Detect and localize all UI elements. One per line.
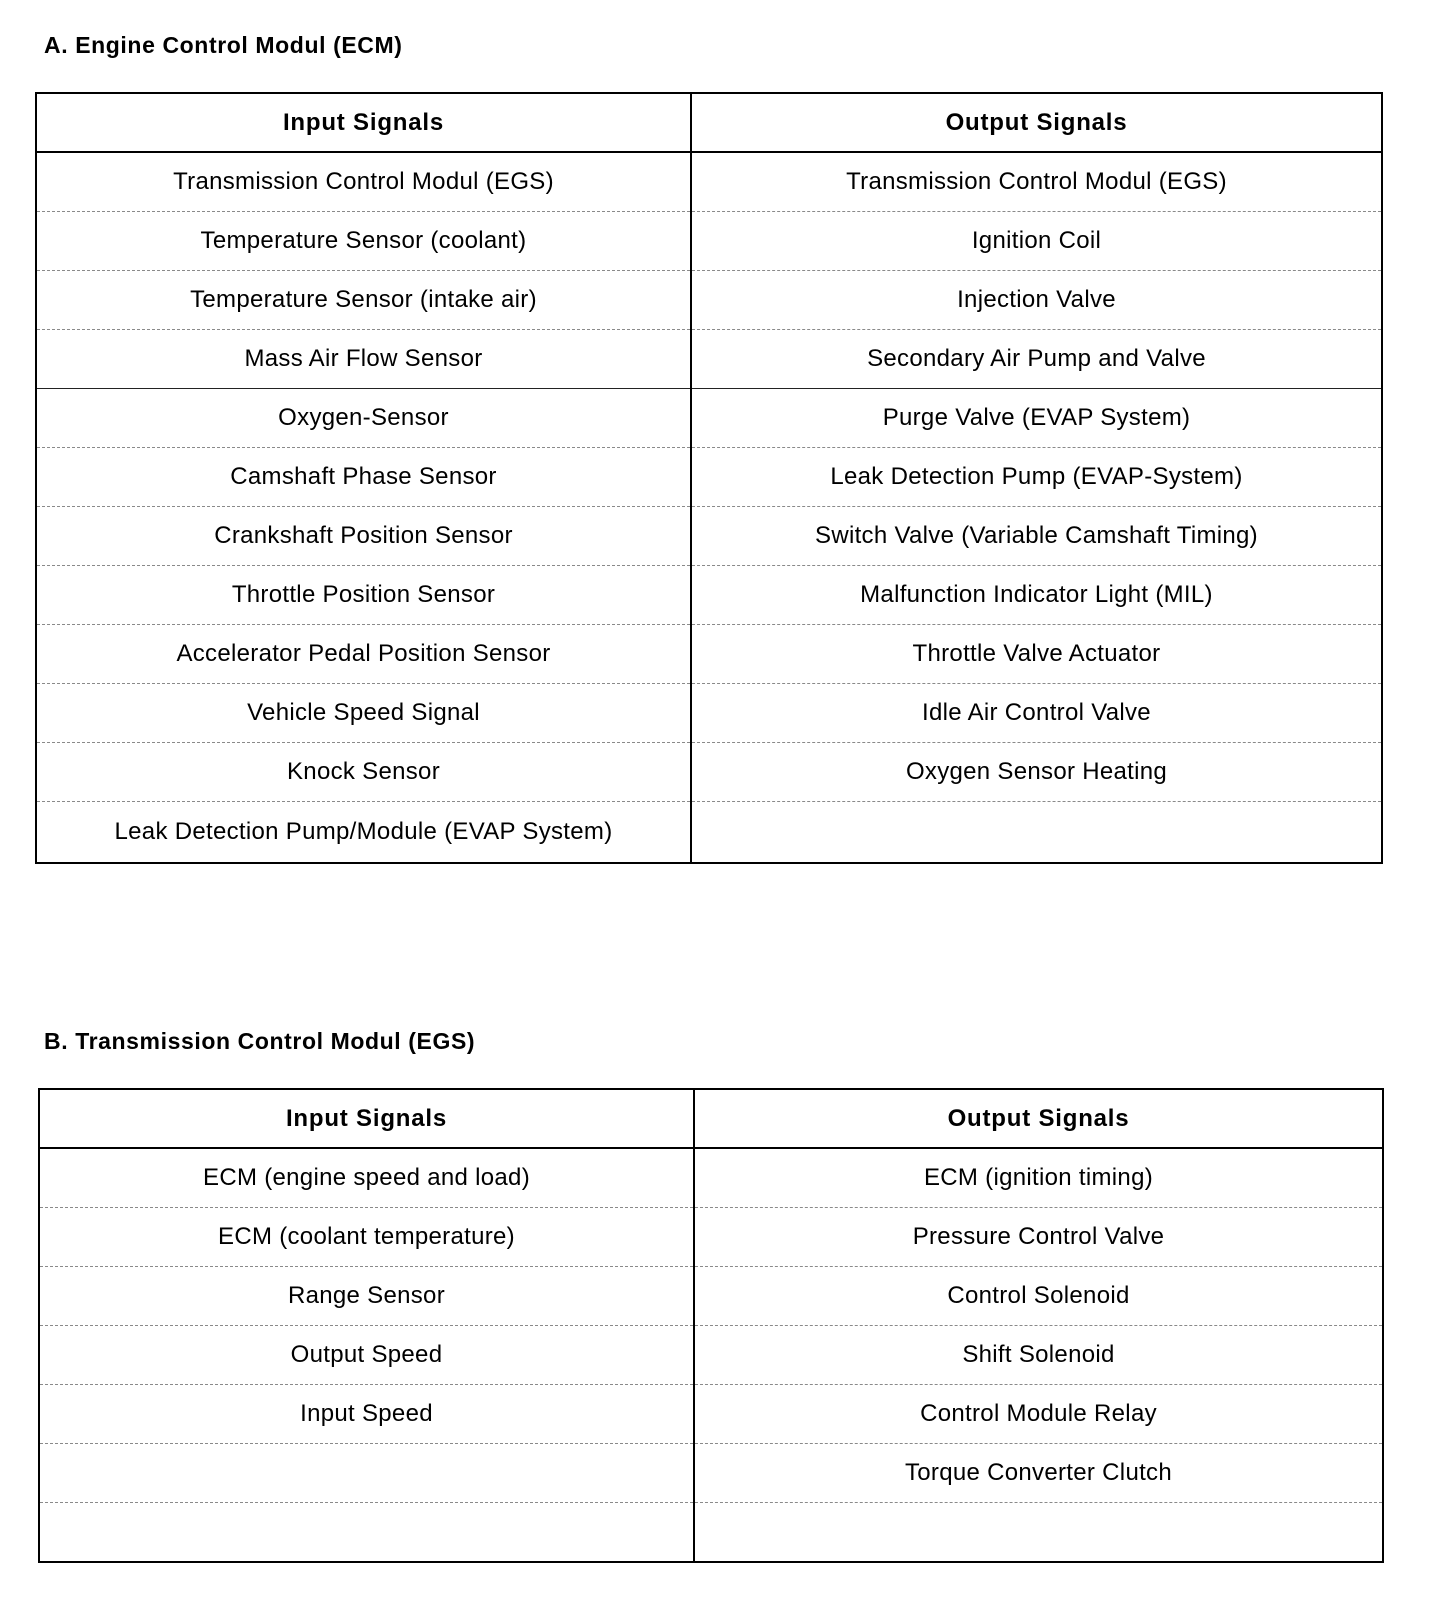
egs-input-item: ECM (engine speed and load) <box>40 1149 693 1208</box>
ecm-output-item: Malfunction Indicator Light (MIL) <box>692 566 1381 625</box>
ecm-output-column <box>692 94 1381 862</box>
ecm-input-item: Crankshaft Position Sensor <box>37 507 690 566</box>
egs-input-header: Input Signals <box>40 1090 693 1149</box>
ecm-output-item: Switch Valve (Variable Camshaft Timing) <box>692 507 1381 566</box>
ecm-input-item: Vehicle Speed Signal <box>37 684 690 743</box>
egs-output-list <box>695 1149 1382 1562</box>
ecm-output-item: Idle Air Control Valve <box>692 684 1381 743</box>
ecm-input-item: Temperature Sensor (coolant) <box>37 212 690 271</box>
ecm-output-item: Transmission Control Modul (EGS) <box>692 153 1381 212</box>
ecm-input-item: Accelerator Pedal Position Sensor <box>37 625 690 684</box>
egs-input-item: Range Sensor <box>40 1267 693 1326</box>
ecm-input-item: Camshaft Phase Sensor <box>37 448 690 507</box>
egs-input-item: Output Speed <box>40 1326 693 1385</box>
ecm-input-header: Input Signals <box>37 94 690 153</box>
ecm-input-item: Transmission Control Modul (EGS) <box>37 153 690 212</box>
egs-input-item <box>40 1503 693 1562</box>
ecm-input-item: Throttle Position Sensor <box>37 566 690 625</box>
egs-output-item <box>695 1503 1382 1562</box>
egs-output-item: Torque Converter Clutch <box>695 1444 1382 1503</box>
egs-output-header: Output Signals <box>695 1090 1382 1149</box>
ecm-output-list <box>692 153 1381 861</box>
ecm-input-item: Leak Detection Pump/Module (EVAP System) <box>114 817 613 845</box>
egs-input-item <box>40 1444 693 1503</box>
egs-output-item: Control Module Relay <box>695 1385 1382 1444</box>
egs-output-item: Pressure Control Valve <box>695 1208 1382 1267</box>
egs-output-column <box>695 1090 1382 1561</box>
ecm-output-item: Leak Detection Pump (EVAP-System) <box>692 448 1381 507</box>
ecm-input-list <box>37 153 690 861</box>
egs-output-item: Shift Solenoid <box>695 1326 1382 1385</box>
ecm-signals-table <box>35 92 1383 864</box>
egs-input-item: Input Speed <box>40 1385 693 1444</box>
egs-input-column <box>40 1090 695 1561</box>
egs-output-item: ECM (ignition timing) <box>695 1149 1382 1208</box>
ecm-output-header: Output Signals <box>692 94 1381 153</box>
egs-output-item: Control Solenoid <box>695 1267 1382 1326</box>
ecm-input-item: Temperature Sensor (intake air) <box>37 271 690 330</box>
ecm-input-item: Oxygen-Sensor <box>37 389 690 448</box>
ecm-output-item: Ignition Coil <box>692 212 1381 271</box>
ecm-output-item: Injection Valve <box>692 271 1381 330</box>
egs-input-item: ECM (coolant temperature) <box>40 1208 693 1267</box>
egs-input-list <box>40 1149 693 1562</box>
section-a-title: A. Engine Control Modul (ECM) <box>44 32 403 58</box>
section-b-title: B. Transmission Control Modul (EGS) <box>44 1028 476 1054</box>
egs-signals-table <box>38 1088 1384 1563</box>
ecm-output-item <box>692 802 1381 861</box>
ecm-output-item: Secondary Air Pump and Valve <box>692 330 1381 389</box>
ecm-output-item: Throttle Valve Actuator <box>692 625 1381 684</box>
ecm-input-item: Mass Air Flow Sensor <box>37 330 690 389</box>
ecm-input-item: Knock Sensor <box>37 743 690 802</box>
ecm-output-item: Oxygen Sensor Heating <box>692 743 1381 802</box>
ecm-input-column <box>37 94 692 862</box>
ecm-output-item: Purge Valve (EVAP System) <box>692 389 1381 448</box>
